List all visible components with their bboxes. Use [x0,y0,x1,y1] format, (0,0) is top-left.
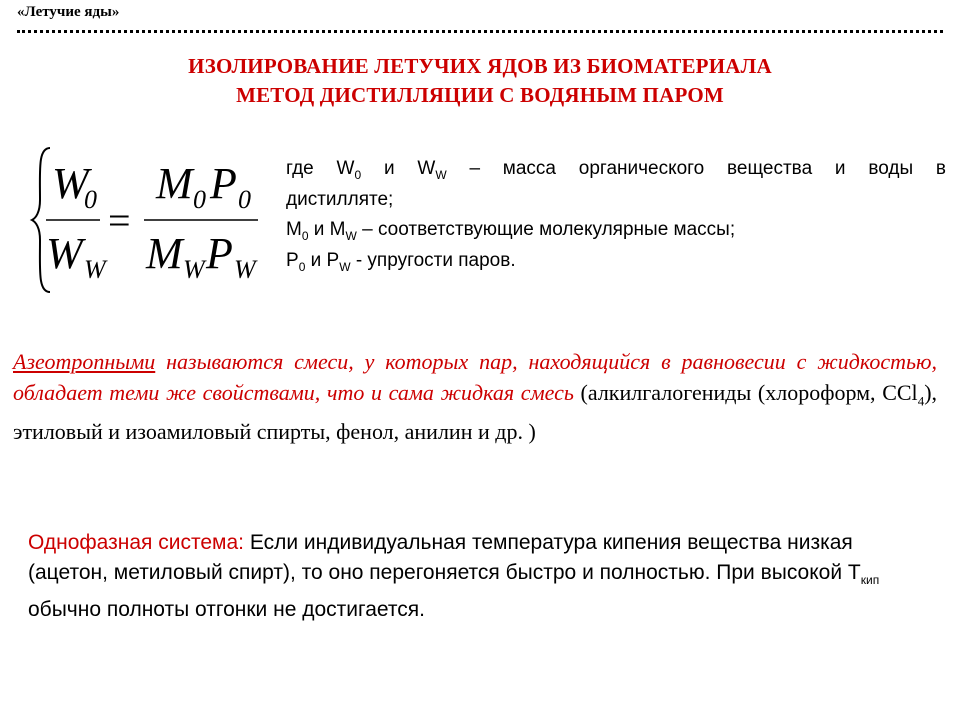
distillation-formula [28,140,268,300]
page-title-line2: МЕТОД ДИСТИЛЛЯЦИИ С ВОДЯНЫМ ПАРОМ [236,83,724,107]
rhs-numerator-p: P [210,159,237,208]
legend-line-2: дистилляте; [286,188,394,210]
formula-legend [286,154,946,277]
lhs-numerator: W [52,159,89,208]
azeotrope-examples: (алкилгалогениды (хлороформ, CCl$_4$), этиловый и изоамиловый спирты, фенол, анилин и др. ) [13,380,938,445]
lhs-denominator: W [46,229,83,278]
legend-line-3: $M_0$ и $M_W$ – соответствующие молекулярные массы; [286,219,736,244]
single-phase-label: Однофазная система: [28,531,244,554]
lhs-denominator-sub: W [84,255,106,284]
rhs-numerator-p-sub: 0 [238,185,251,214]
equals-sign: = [108,198,131,243]
legend-line-4: $P_0$ и $P_W$ - упругости паров. [286,250,516,275]
rhs-denominator-m-sub: W [183,255,205,284]
rhs-numerator-m: M [156,159,193,208]
azeotrope-definition: Азеотропными называются смеси, у которых пар, находящийся в равновесии с жидкостью, обладает теми же свойствами, что и сама жидкая смесь [13,349,937,405]
lhs-numerator-sub: 0 [84,185,97,214]
rhs-denominator-p: P [206,229,233,278]
single-phase-block [28,528,928,625]
azeotrope-paragraph [13,346,937,447]
legend-line-1: где $W_0$ и $W_W$ – масса органического вещества и воды в [286,158,947,182]
rhs-denominator-m: M [146,229,183,278]
rhs-denominator-p-sub: W [234,255,256,284]
header-label: «Летучие яды» [17,4,120,20]
azeotrope-term: Азеотропными [13,349,156,374]
header-dotted-rule [17,30,943,33]
single-phase-text: Если индивидуальная температура кипения вещества низкая (ацетон, метиловый спирт), то оно перегоняется быстро и полностью. При высокой $T_{кип}$ обычно полноты отгонки не достигается. [28,531,880,622]
rhs-numerator-m-sub: 0 [193,185,206,214]
page-title-line1: ИЗОЛИРОВАНИЕ ЛЕТУЧИХ ЯДОВ ИЗ БИОМАТЕРИАЛА [188,54,772,78]
